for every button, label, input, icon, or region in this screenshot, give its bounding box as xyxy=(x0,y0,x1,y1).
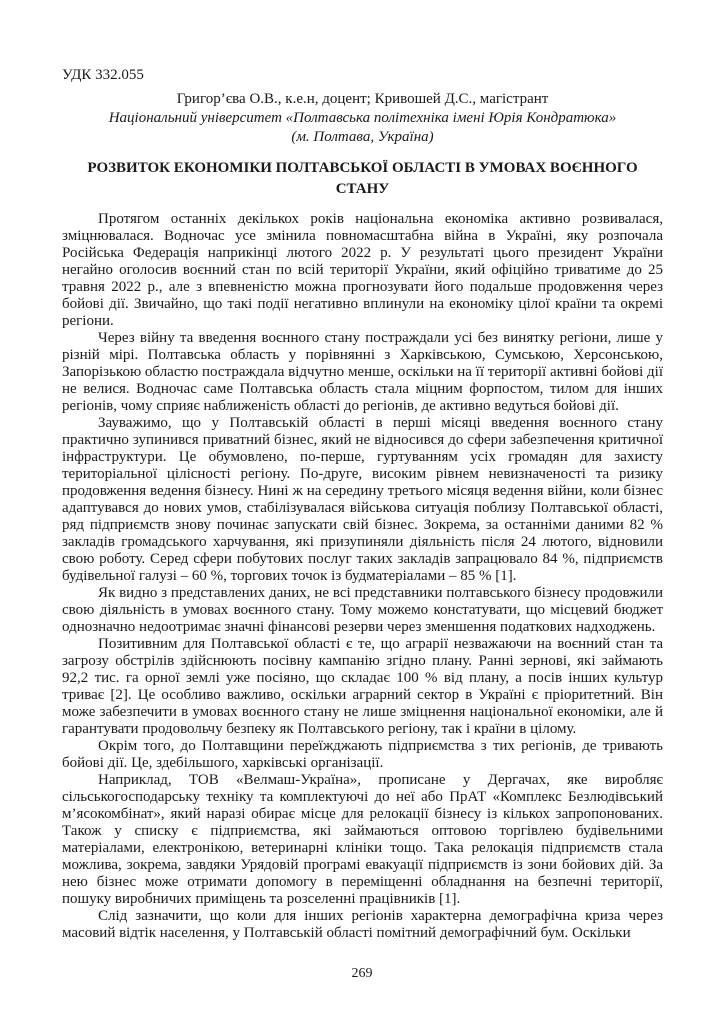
article-title: РОЗВИТОК ЕКОНОМІКИ ПОЛТАВСЬКОЇ ОБЛАСТІ В УМОВАХ ВОЄННОГО СТАНУ xyxy=(87,160,638,197)
affiliation-line: Національний університет «Полтавська політехніка імені Юрія Кондратюка» xyxy=(108,110,617,126)
paragraph-4: Як видно з представлених даних, не всі представники полтавського бізнесу продовжили свою діяльність в умовах воєнного стану. Тому можемо констатувати, що місцевий бюджет однозначно недоотримає значні фінансові резерви через зменшення податкових надходжень. xyxy=(62,585,663,635)
authors-line: Григор’єва О.В., к.е.н, доцент; Кривошей Д.С., магістрант xyxy=(176,91,549,107)
paragraph-6: Окрім того, до Полтавщини переїжджають підприємства з тих регіонів, де тривають бойові дії. Це, здебільшого, харківські організації. xyxy=(62,738,663,771)
paragraph-2: Через війну та введення воєнного стану постраждали усі без винятку регіони, лише у різній мірі. Полтавська область у порівнянні з Харківською, Сумською, Херсонською, Запорізькою областю постраждала відчутно менше, оскільки на її території активні бойові дії не велися. Водночас саме Полтавська область стала міцним форпостом, тилом для інших регіонів, чому сприяє наближеність області до регіонів, де активно ведуться бойові дії. xyxy=(62,330,663,414)
paragraph-3: Зауважимо, що у Полтавській області в перші місяці введення воєнного стану практично зупинився приватний бізнес, який не відносився до сфери забезпечення критичної інфраструктури. Це обумовлено, по-перше, гуртуванням усіх громадян для захисту територіальної цілісності регіону. По-друге, високим рівнем невизначеності та ризику продовження ведення бізнесу. Нині ж на середину третього місяця ведення війни, коли бізнес адаптувався до нових умов, стабілізувалася військова ситуація поблизу Полтавської області, ряд підприємств знову починає запускати свій бізнес. Зокрема, за останніми даними 82 % закладів громадського харчування, які призупиняли діяльність після 24 лютого, відновили свою роботу. Серед сфери побутових послуг таких закладів запрацювало 84 %, підприємств будівельної галузі – 60 %, торгових точок із будматеріалами – 85 % [1]. xyxy=(62,415,663,584)
paragraph-7: Наприклад, ТОВ «Велмаш-Україна», прописане у Дергачах, яке виробляє сільськогосподарську техніку та комплектуючі до неї або ПрАТ «Комплекс Безлюдівський м’ясокомбінат», який наразі обирає місце для релокації бізнесу із кількох запропонованих. Також у списку є підприємства, які займаються оптовою торгівлею будівельними матеріалами, електронікою, ветеринарні клініки тощо. Така релокація підприємств стала можлива, зокрема, завдяки Урядовій програмі евакуації підприємств із зони бойових дій. За нею бізнес може отримати допомогу в переміщенні обладнання на безпечні території, пошуку виробничих приміщень та розселенні працівників [1]. xyxy=(62,772,663,907)
page-number: 269 xyxy=(351,966,373,981)
paragraph-1: Протягом останніх декількох років національна економіка активно розвивалася, зміцнювалася. Водночас усе змінила повномасштабна війна в Україні, яку розпочала Російська Федерація наприкінці лютого 2022 р. У результаті цього президент України негайно оголосив воєнний стан по всій території України, який офіційно триватиме до 25 травня 2022 р., але з впевненістю можна прогнозувати його подальше продовження через бойові дії. Звичайно, що такі події негативно вплинули на економіку цілої країни та окремі регіони. xyxy=(62,211,663,329)
paragraph-8: Слід зазначити, що коли для інших регіонів характерна демографічна криза через масовий відтік населення, у Полтавській області помітний демографічний бум. Оскільки xyxy=(62,908,663,941)
udc-code: УДК 332.055 xyxy=(62,67,144,83)
paragraph-5: Позитивним для Полтавської області є те, що аграрії незважаючи на воєнний стан та загрозу обстрілів здійснюють посівну кампанію згідно плану. Ранні зернові, які займають 92,2 тис. га орної землі уже посіяно, що складає 100 % від плану, а посів інших культур триває [2]. Це особливо важливо, оскільки аграрний сектор в Україні є пріоритетний. Він може забезпечити в умовах воєнного стану не лише зміцнення національної економіки, але й гарантувати продовольчу безпеку як Полтавського регіону, так і країни в цілому. xyxy=(62,636,663,737)
article-body xyxy=(62,211,663,942)
location-line: (м. Полтава, Україна) xyxy=(291,129,434,145)
